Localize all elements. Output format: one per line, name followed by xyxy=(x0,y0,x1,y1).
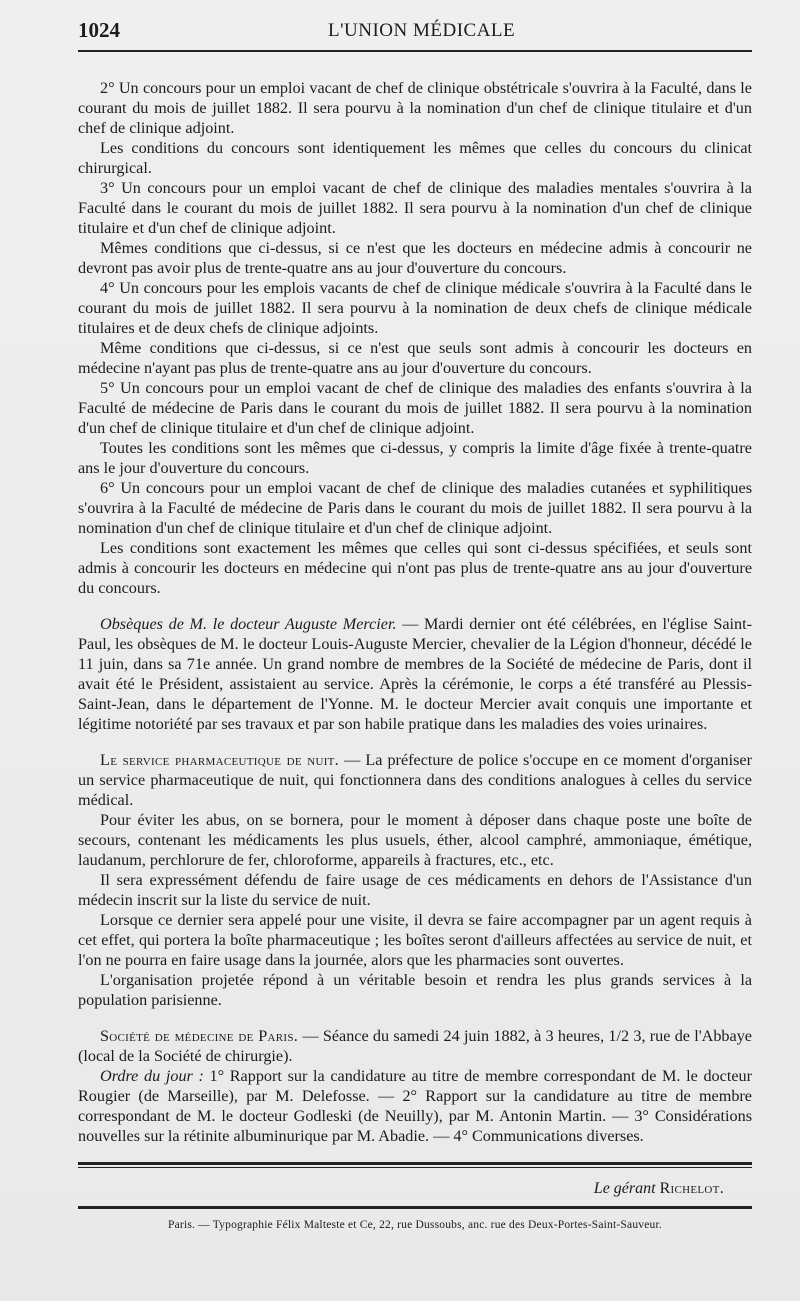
paragraph: 4° Un concours pour les emplois vacants de chef de clinique médicale s'ouvrira à la Faculté dans le courant du mois de juillet 1882. Il sera pourvu à la nomination de deux chefs de clinique médicale titulaires et de deux chefs de clinique adjoints. xyxy=(78,279,752,337)
paragraph: Les conditions sont exactement les mêmes que celles qui sont ci-dessus spécifiées, et seuls sont admis à concourir les docteurs en médecine qui n'ont pas plus de trente-quatre ans au jour d'ouverture du concours. xyxy=(78,539,752,597)
imprint-line: Paris. — Typographie Félix Malteste et Ce, 22, rue Dussoubs, anc. rue des Deux-Portes-Saint-Sauveur. xyxy=(168,1219,662,1231)
paragraph: 5° Un concours pour un emploi vacant de chef de clinique des maladies des enfants s'ouvrira à la Faculté de médecine de Paris dans le courant du mois de juillet 1882. Il sera pourvu à la nomination d'un chef de clinique titulaire et d'un chef de clinique adjoint. xyxy=(78,379,752,437)
signature-label: Le gérant xyxy=(593,1180,656,1197)
signature-name: Richelot. xyxy=(659,1180,724,1197)
obseques-title: Obsèques de M. le docteur Auguste Mercier. xyxy=(100,615,397,633)
divider xyxy=(78,1167,752,1168)
paragraph: Les conditions du concours sont identiquement les mêmes que celles du concours du clinicat chirurgical. xyxy=(78,139,752,177)
journal-title: L'UNION MÉDICALE xyxy=(328,20,516,41)
service-title: Le service pharmaceutique de nuit. xyxy=(100,751,340,769)
signature xyxy=(78,1180,752,1198)
ordre-du-jour-text: 1° Rapport sur la candidature au titre de membre correspondant de M. le docteur Rougier (de Marseille), par M. Delefosse. — 2° Rapport sur la candidature au titre de membre correspondant de M. le docteur Godleski (de Neuilly), par M. Antonin Martin. — 3° Considérations nouvelles sur la rétinite albuminurique par M. Abadie. — 4° Communications diverses. xyxy=(78,1067,752,1145)
running-header xyxy=(78,14,752,52)
paragraph: Même conditions que ci-dessus, si ce n'est que seuls sont admis à concourir les docteurs en médecine n'ayant pas plus de trente-quatre ans au jour d'ouverture du concours. xyxy=(78,339,752,377)
divider xyxy=(78,1162,752,1165)
divider xyxy=(78,1206,752,1209)
ordre-du-jour-paragraph xyxy=(78,1066,752,1146)
paragraph: Pour éviter les abus, on se bornera, pour le moment à déposer dans chaque poste une boîte de secours, contenant les médicaments les plus usuels, éther, alcool camphré, ammoniaque, émétique, laudanum, perchlorure de fer, chloroforme, appareils à fractures, etc., etc. xyxy=(78,811,752,869)
service-paragraph xyxy=(78,750,752,810)
article-body xyxy=(78,78,752,1146)
paragraph: Toutes les conditions sont les mêmes que ci-dessus, y compris la limite d'âge fixée à trente-quatre ans le jour d'ouverture du concours. xyxy=(78,439,752,477)
service-text: — La préfecture de police s'occupe en ce moment d'organiser un service pharmaceutique de nuit, qui fonctionnera dans des conditions analogues à celles du service médical. xyxy=(78,751,752,809)
paragraph: Lorsque ce dernier sera appelé pour une visite, il devra se faire accompagner par un agent requis à cet effet, qui portera la boîte pharmaceutique ; les boîtes seront d'ailleurs affectées au service de nuit, et l'on ne pourra en faire usage dans la journée, alors que les pharmacies sont ouvertes. xyxy=(78,911,752,969)
paragraph: 6° Un concours pour un emploi vacant de chef de clinique des maladies cutanées et syphilitiques s'ouvrira à la Faculté de médecine de Paris dans le courant du mois de juillet 1882. Il sera pourvu à la nomination d'un chef de clinique titulaire et d'un chef de clinique adjoint. xyxy=(78,479,752,537)
paragraph: L'organisation projetée répond à un véritable besoin et rendra les plus grands services à la population parisienne. xyxy=(78,971,752,1009)
ordre-du-jour-label: Ordre du jour : xyxy=(100,1067,204,1085)
obseques-paragraph xyxy=(78,614,752,734)
paragraph: 3° Un concours pour un emploi vacant de chef de clinique des maladies mentales s'ouvrira à la Faculté dans le courant du mois de juillet 1882. Il sera pourvu à la nomination d'un chef de clinique titulaire et d'un chef de clinique adjoint. xyxy=(78,179,752,237)
paragraph: Mêmes conditions que ci-dessus, si ce n'est que les docteurs en médecine admis à concourir ne devront pas avoir plus de trente-quatre ans au jour d'ouverture du concours. xyxy=(78,239,752,277)
societe-paragraph xyxy=(78,1026,752,1066)
obseques-text: — Mardi dernier ont été célébrées, en l'église Saint-Paul, les obsèques de M. le docteur Louis-Auguste Mercier, chevalier de la Légion d'honneur, décédé le 11 juin, dans sa 71e année. Un grand nombre de membres de la Société de médecine de Paris, dont il avait été le Président, assistaient au service. Après la cérémonie, le corps a été transféré au Plessis-Saint-Jean, dans le département de l'Yonne. M. le docteur Mercier avait conquis une importante et légitime notoriété par ses travaux et par son habile pratique dans les maladies des voies urinaires. xyxy=(78,615,752,733)
page-number: 1024 xyxy=(78,18,120,42)
societe-text: — Séance du samedi 24 juin 1882, à 3 heures, 1/2 3, rue de l'Abbaye (local de la Société de chirurgie). xyxy=(78,1027,752,1065)
paragraph: Il sera expressément défendu de faire usage de ces médicaments en dehors de l'Assistance d'un médecin inscrit sur la liste du service de nuit. xyxy=(78,871,752,909)
societe-title: Société de médecine de Paris. xyxy=(100,1027,299,1045)
paragraph: 2° Un concours pour un emploi vacant de chef de clinique obstétricale s'ouvrira à la Faculté, dans le courant du mois de juillet 1882. Il sera pourvu à la nomination d'un chef de clinique titulaire et d'un chef de clinique adjoint. xyxy=(78,79,752,137)
